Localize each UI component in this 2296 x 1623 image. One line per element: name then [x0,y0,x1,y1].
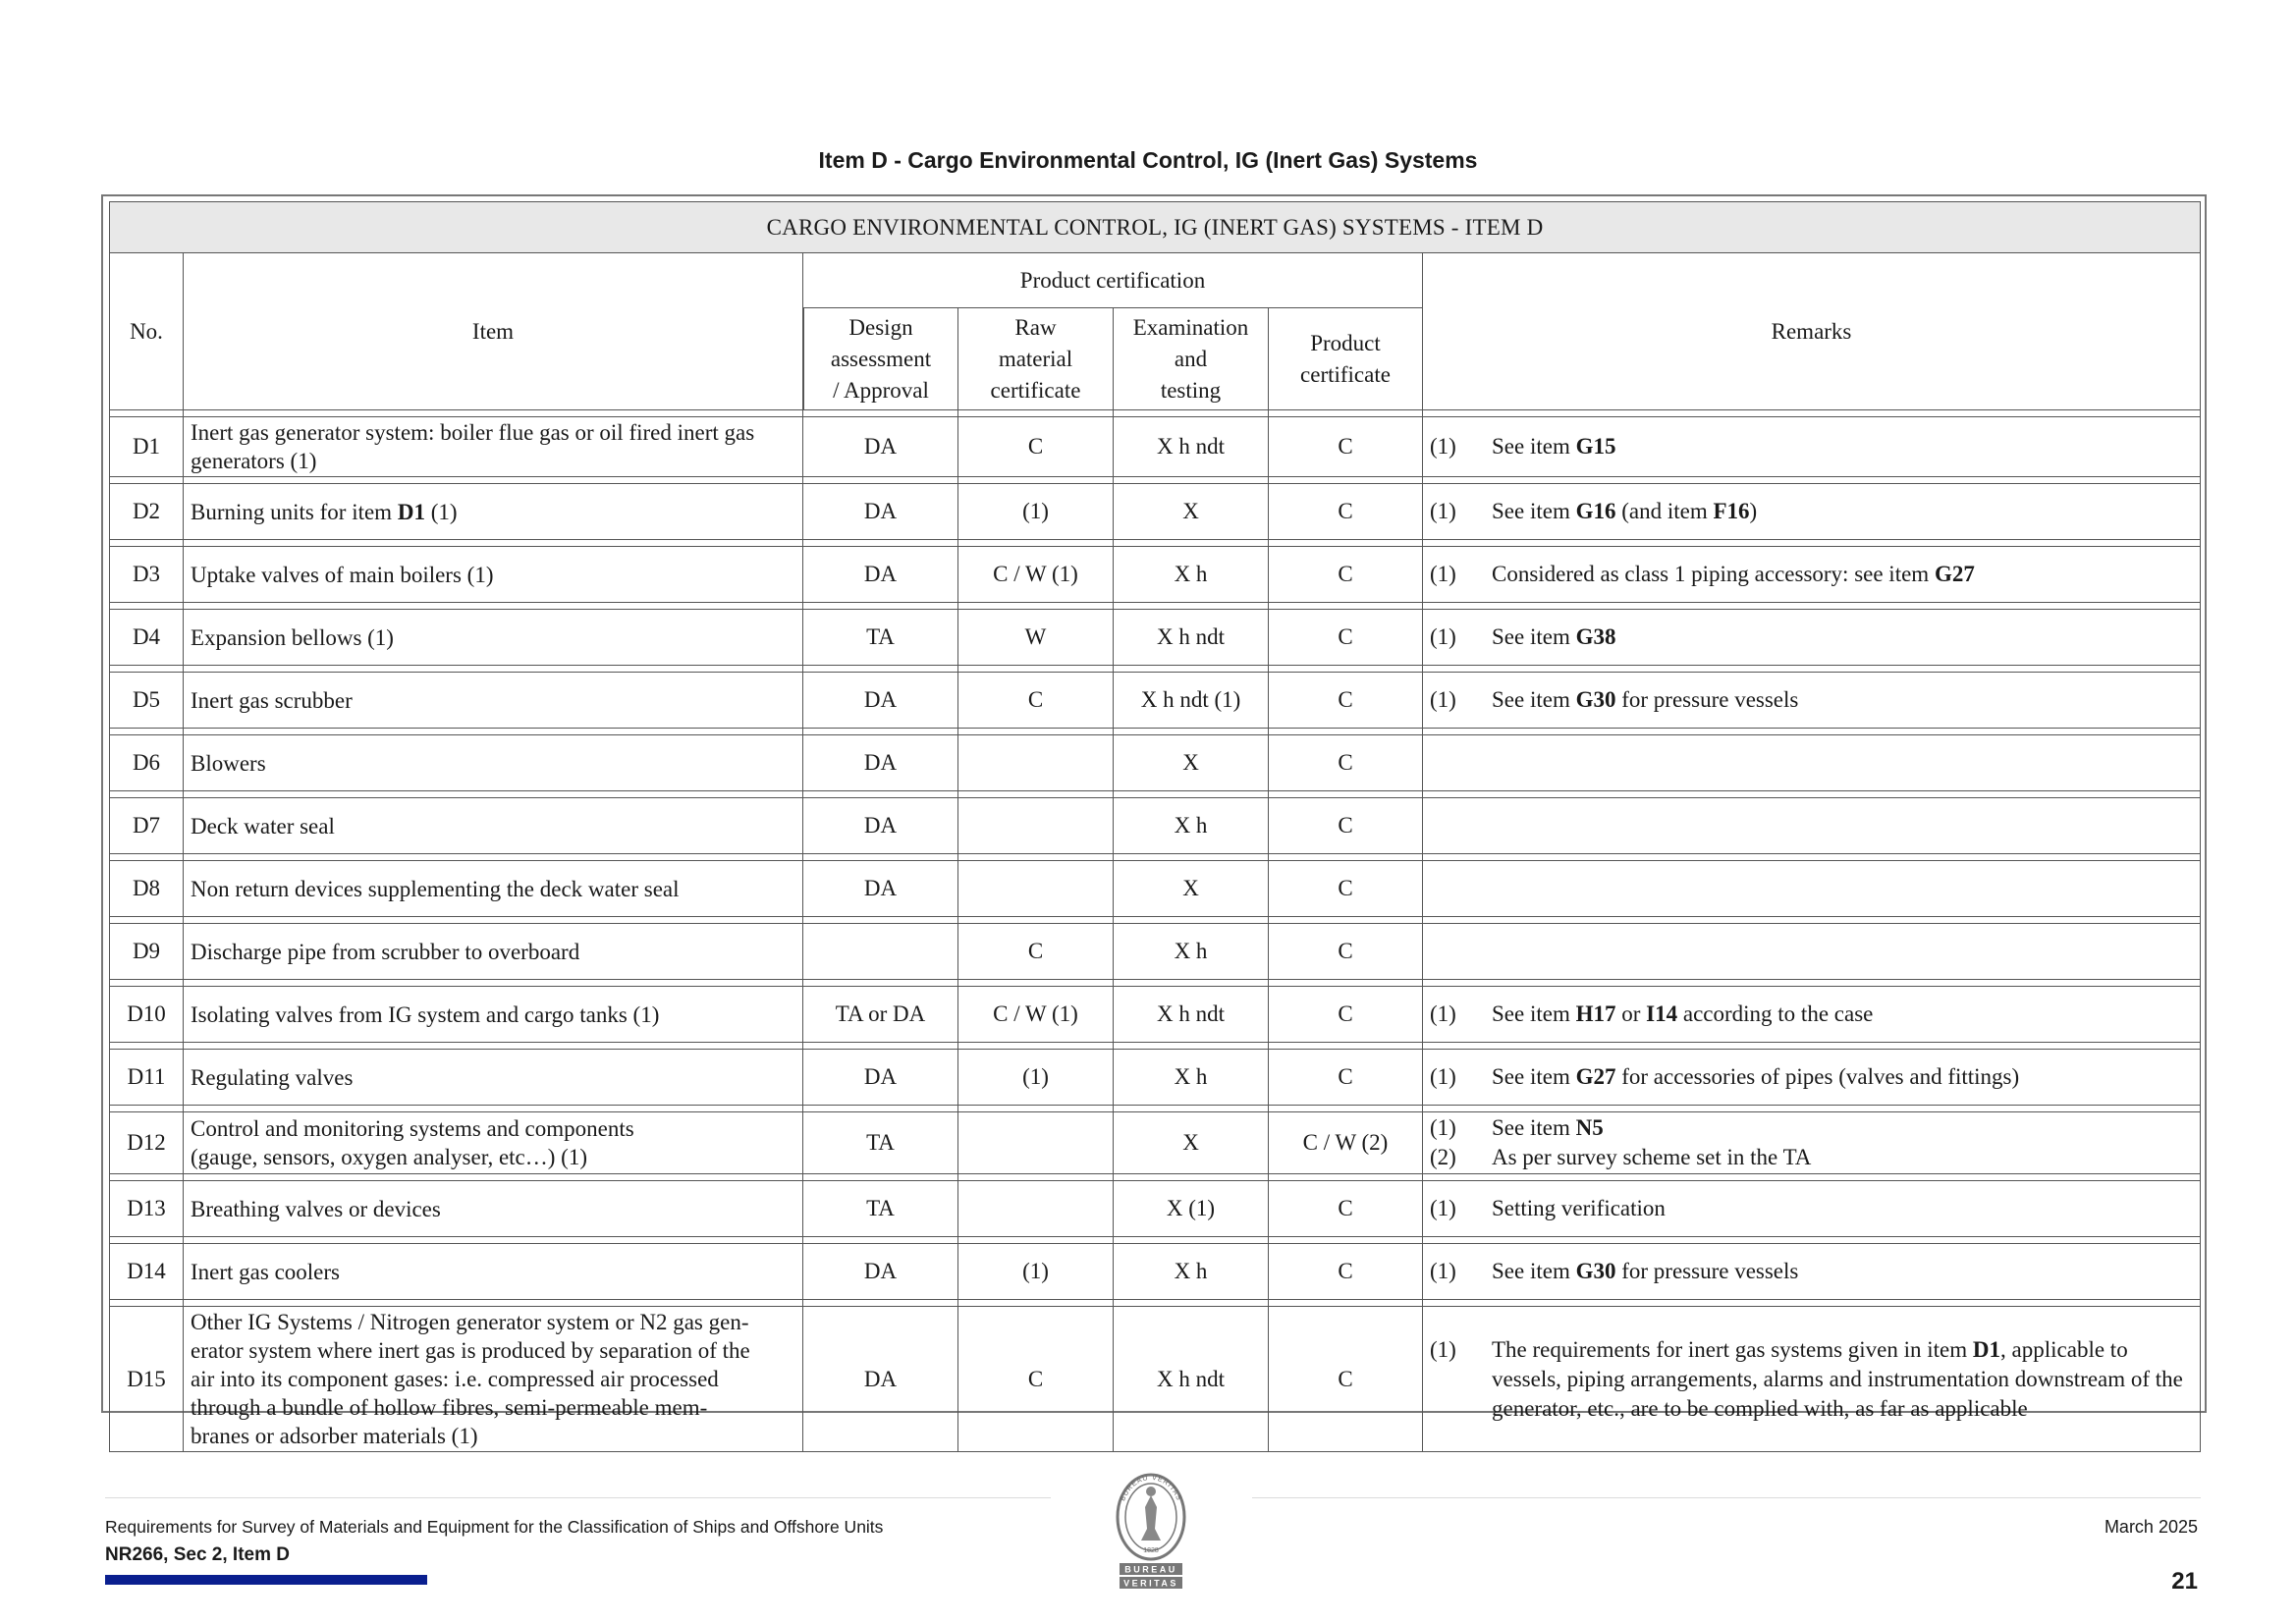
cell-product-certificate: C [1269,1050,1423,1106]
item-line: (gauge, sensors, oxygen analyser, etc…) (1) [191,1145,587,1169]
remark-text-part: G15 [1575,434,1616,459]
cell-raw-material: C [958,924,1114,980]
item-line: Control and monitoring systems and components [191,1116,634,1141]
item-line: Deck water seal [191,813,335,839]
cell-design-assessment: TA or DA [803,987,958,1043]
remark-text [1492,1113,2200,1143]
remark-text-part: G16 [1575,499,1616,523]
logo-year: 1828 [1143,1547,1159,1554]
cell-no: D5 [109,673,184,729]
page-number: 21 [2171,1568,2198,1595]
cell-item [184,484,803,540]
cell-design-assessment: DA [803,484,958,540]
logo-word-veritas: VERITAS [1123,1578,1178,1589]
cell-design-assessment: DA [803,798,958,854]
logo-word-bureau: BUREAU [1124,1564,1177,1575]
cell-examination: X [1114,861,1269,917]
remark-text-part: See item [1492,499,1576,523]
cell-examination: X (1) [1114,1181,1269,1237]
remark-text [1492,1257,2200,1286]
cell-examination: X h ndt [1114,1307,1269,1452]
cell-examination: X h [1114,1050,1269,1106]
header-product-certificate: Product certificate [1269,308,1423,410]
remark-text [1492,1335,2200,1424]
cell-product-certificate: C [1269,610,1423,666]
item-line: generators (1) [191,449,317,473]
remark-text [1492,622,2200,652]
cell-examination: X h ndt [1114,610,1269,666]
remark-text-part: for pressure vessels [1615,1259,1799,1283]
remark-text-part: As per survey scheme set in the TA [1492,1145,1812,1169]
item-line: air into its component gases: i.e. compressed air processed [191,1367,719,1391]
item-line: Inert gas coolers [191,1259,340,1284]
cell-raw-material [958,861,1114,917]
cell-remarks [1423,861,2201,917]
remark-text-part: for accessories of pipes (valves and fittings) [1615,1064,2020,1089]
cell-item [184,610,803,666]
cell-raw-material: C / W (1) [958,987,1114,1043]
remark-text-part: See item [1492,1115,1576,1140]
cell-no: D7 [109,798,184,854]
remark-text-part: G38 [1575,624,1616,649]
item-line [191,498,796,526]
cell-remarks [1423,1050,2201,1106]
footer-doc-title: Requirements for Survey of Materials and Equipment for the Classification of Ships and Offshore Units [105,1517,884,1537]
item-line: erator system where inert gas is produced by separation of the [191,1338,750,1363]
row-separator [109,410,2201,417]
remark-number: (1) [1430,687,1456,712]
item-line: Isolating valves from IG system and cargo tanks (1) [191,1001,660,1027]
table-row [109,1050,2201,1106]
item-line: Inert gas generator system: boiler flue gas or oil fired inert gas [191,420,755,445]
table-row [109,924,2201,980]
cell-product-certificate: C [1269,735,1423,791]
table-row [109,798,2201,854]
cell-design-assessment: DA [803,861,958,917]
remark-number: (1) [1430,1115,1456,1140]
cell-examination: X [1114,735,1269,791]
item-line: branes or adsorber materials (1) [191,1424,478,1448]
cell-no: D15 [109,1307,184,1452]
logo-ring-text: BUREAU VERITAS [1120,1474,1182,1502]
remark-text [1492,497,2200,526]
cell-remarks [1423,1307,2201,1452]
cell-item [184,673,803,729]
cell-raw-material [958,735,1114,791]
item-text-part: D1 [397,499,425,524]
remark-text-part: See item [1492,624,1576,649]
table-row [109,417,2201,477]
cell-item [184,798,803,854]
cell-product-certificate: C [1269,484,1423,540]
table-row [109,1307,2201,1452]
cell-item [184,735,803,791]
remark [1423,1257,2200,1286]
remark-text-part: for pressure vessels [1615,687,1799,712]
table-row [109,735,2201,791]
cell-item [184,861,803,917]
cell-item [184,1307,803,1452]
remark [1423,1000,2200,1029]
remark-text-part: , applicable to vessels, piping arrangements, alarms and instrumentation downstream of the generator, etc., are to be complied with, as far as applicable [1492,1336,2183,1421]
cell-examination: X [1114,484,1269,540]
table-row [109,861,2201,917]
cell-examination: X h [1114,547,1269,603]
row-separator [109,917,2201,924]
remark [1423,1194,2200,1223]
cell-design-assessment: DA [803,1244,958,1300]
remark-text-part: D1 [1972,1336,2001,1362]
cell-no: D1 [109,417,184,477]
cell-raw-material [958,1112,1114,1174]
cell-no: D12 [109,1112,184,1174]
row-separator [109,666,2201,673]
remark-text-part: ) [1749,499,1758,523]
remark-number: (1) [1430,1196,1456,1220]
cell-examination: X h ndt (1) [1114,673,1269,729]
cell-remarks [1423,1244,2201,1300]
remark-text-part: F16 [1713,499,1750,523]
row-separator [109,1237,2201,1244]
page-title: Item D - Cargo Environmental Control, IG (Inert Gas) Systems [818,147,1478,173]
remark-text-part: Setting verification [1492,1196,1666,1220]
cell-remarks [1423,547,2201,603]
cell-raw-material: (1) [958,1244,1114,1300]
cell-item [184,924,803,980]
cell-examination: X [1114,1112,1269,1174]
row-separator [109,980,2201,987]
cell-raw-material: (1) [958,484,1114,540]
cell-product-certificate: C [1269,1307,1423,1452]
certification-table [109,201,2201,1452]
cell-product-certificate: C / W (2) [1269,1112,1423,1174]
cell-design-assessment: DA [803,673,958,729]
cell-product-certificate: C [1269,673,1423,729]
header-item: Item [184,253,803,410]
cell-design-assessment: TA [803,1181,958,1237]
cell-raw-material: C [958,1307,1114,1452]
cell-item [184,1050,803,1106]
cell-no: D13 [109,1181,184,1237]
cell-raw-material: (1) [958,1050,1114,1106]
footer-date: March 2025 [2104,1517,2198,1537]
row-separator [109,1106,2201,1112]
row-separator [109,791,2201,798]
remark-number: (1) [1430,624,1456,649]
cell-item [184,987,803,1043]
remark-number: (1) [1430,1001,1456,1026]
header-examination-testing: Examination and testing [1114,308,1269,410]
remark [1423,1113,2200,1143]
row-separator [109,603,2201,610]
table-row [109,547,2201,603]
table-row [109,673,2201,729]
item-line: Expansion bellows (1) [191,624,394,650]
cell-examination: X h ndt [1114,417,1269,477]
row-separator [109,540,2201,547]
remark-text-part: H17 [1575,1001,1616,1026]
remark-text-part: Considered as class 1 piping accessory: see item [1492,562,1935,586]
cell-design-assessment [803,924,958,980]
remark-number: (1) [1430,1259,1456,1283]
cell-no: D9 [109,924,184,980]
cell-item [184,547,803,603]
cell-examination: X h [1114,798,1269,854]
row-separator [109,477,2201,484]
header-raw-material: Raw material certificate [958,308,1114,410]
item-line: Regulating valves [191,1064,354,1090]
cell-product-certificate: C [1269,798,1423,854]
remark-text-part: The requirements for inert gas systems given in item [1492,1336,1973,1362]
table-title: CARGO ENVIRONMENTAL CONTROL, IG (INERT GAS) SYSTEMS - ITEM D [109,201,2201,253]
cell-examination: X h [1114,1244,1269,1300]
remark-text [1492,685,2200,715]
cell-product-certificate: C [1269,1244,1423,1300]
header-remarks: Remarks [1423,253,2201,410]
cell-remarks [1423,798,2201,854]
cell-examination: X h ndt [1114,987,1269,1043]
row-separator [109,729,2201,735]
item-line: Other IG Systems / Nitrogen generator system or N2 gas gen- [191,1310,749,1334]
remark-text-part: I14 [1646,1001,1678,1026]
cell-raw-material: C / W (1) [958,547,1114,603]
remark [1423,432,2200,461]
cell-no: D11 [109,1050,184,1106]
item-line: Inert gas scrubber [191,687,353,713]
cell-remarks [1423,987,2201,1043]
table-row [109,610,2201,666]
row-separator [109,1174,2201,1181]
cell-no: D10 [109,987,184,1043]
remark-number: (1) [1430,1336,1456,1362]
item-line: Discharge pipe from scrubber to overboard [191,939,580,964]
remark-text-part: See item [1492,1259,1576,1283]
remark-text [1492,560,2200,589]
footer-rule-left [105,1497,1051,1498]
bureau-veritas-logo [1102,1468,1200,1591]
remark-number: (2) [1430,1145,1456,1169]
cell-no: D4 [109,610,184,666]
cell-remarks [1423,673,2201,729]
cell-no: D14 [109,1244,184,1300]
table-row [109,987,2201,1043]
footer-brand-bar [105,1575,427,1585]
cell-item [184,1244,803,1300]
row-separator [109,1043,2201,1050]
cell-remarks [1423,735,2201,791]
cell-raw-material: W [958,610,1114,666]
cell-product-certificate: C [1269,987,1423,1043]
table-row [109,484,2201,540]
cell-product-certificate: C [1269,924,1423,980]
cell-raw-material: C [958,417,1114,477]
item-line: Non return devices supplementing the deck water seal [191,876,680,901]
remark [1423,622,2200,652]
remark-text-part: G30 [1575,687,1616,712]
remark-text-part: See item [1492,1001,1576,1026]
cell-no: D6 [109,735,184,791]
remark-text-part: G27 [1934,562,1975,586]
remark-number: (1) [1430,1064,1456,1089]
remark-text [1492,1143,2200,1172]
cell-no: D8 [109,861,184,917]
cell-raw-material [958,1181,1114,1237]
cell-raw-material: C [958,673,1114,729]
cell-design-assessment: DA [803,417,958,477]
remark-number: (1) [1430,499,1456,523]
table-body [109,410,2201,1452]
cell-remarks [1423,1112,2201,1174]
cell-remarks [1423,924,2201,980]
remark-text [1492,1194,2200,1223]
item-line: Uptake valves of main boilers (1) [191,562,494,587]
cell-product-certificate: C [1269,417,1423,477]
remark [1423,1335,2200,1424]
remark [1423,560,2200,589]
cell-raw-material [958,798,1114,854]
remark-text [1492,1062,2200,1092]
remark-text-part: according to the case [1677,1001,1874,1026]
cell-item [184,417,803,477]
item-line: Blowers [191,750,266,776]
cell-design-assessment: TA [803,1112,958,1174]
cell-no: D2 [109,484,184,540]
cell-product-certificate: C [1269,547,1423,603]
footer-reference: NR266, Sec 2, Item D [105,1544,290,1565]
remark-text-part: See item [1492,687,1576,712]
item-text-part: (1) [424,499,458,524]
item-text-part: Burning units for item [191,499,398,524]
table-row [109,1244,2201,1300]
cell-remarks [1423,610,2201,666]
remark-number: (1) [1430,562,1456,586]
remark-text-part: N5 [1575,1115,1604,1140]
remark [1423,1143,2200,1172]
cell-no: D3 [109,547,184,603]
cell-remarks [1423,417,2201,477]
remark-text-part: G27 [1575,1064,1616,1089]
remark [1423,497,2200,526]
cell-item [184,1181,803,1237]
cell-design-assessment: DA [803,1307,958,1452]
cell-item [184,1112,803,1174]
cell-design-assessment: TA [803,610,958,666]
cell-design-assessment: DA [803,1050,958,1106]
footer-rule-right [1252,1497,2201,1498]
remark-number: (1) [1430,434,1456,459]
cell-remarks [1423,484,2201,540]
row-separator [109,854,2201,861]
item-line: Breathing valves or devices [191,1196,441,1221]
header-design-assessment: Design assessment / Approval [803,308,958,410]
cell-product-certificate: C [1269,1181,1423,1237]
remark [1423,685,2200,715]
remark-text [1492,432,2200,461]
remark-text [1492,1000,2200,1029]
remark-text-part: or [1615,1001,1647,1026]
remark-text-part: (and item [1615,499,1714,523]
cell-design-assessment: DA [803,735,958,791]
cell-remarks [1423,1181,2201,1237]
cell-product-certificate: C [1269,861,1423,917]
header-product-certification: Product certification [803,253,1423,308]
remark [1423,1062,2200,1092]
item-line: through a bundle of hollow fibres, semi-permeable mem- [191,1395,708,1420]
header-no: No. [109,253,184,410]
remark-text-part: See item [1492,434,1576,459]
cell-design-assessment: DA [803,547,958,603]
remark-text-part: G30 [1575,1259,1616,1283]
cell-examination: X h [1114,924,1269,980]
remark-text-part: See item [1492,1064,1576,1089]
row-separator [109,1300,2201,1307]
table-row [109,1112,2201,1174]
table-row [109,1181,2201,1237]
